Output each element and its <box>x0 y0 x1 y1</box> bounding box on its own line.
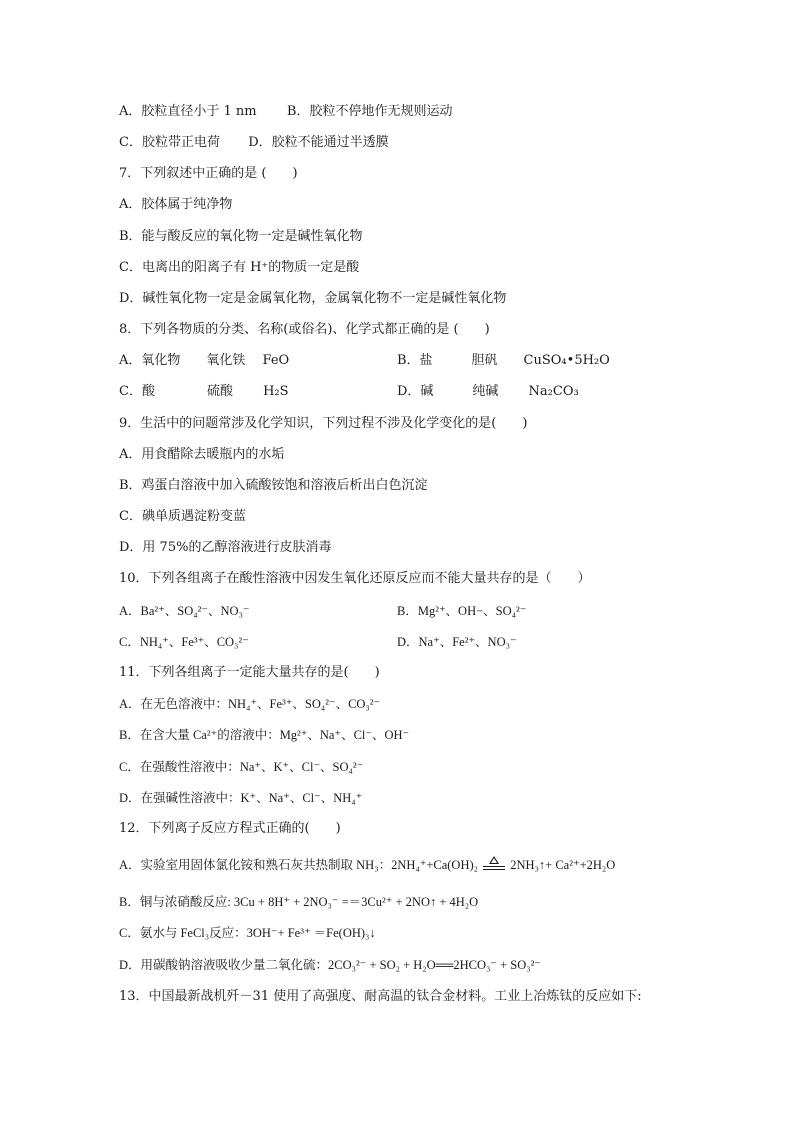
q13-stem: 13．中国最新战机歼－31 使用了高强度、耐高温的钛合金材料。工业上冶炼钛的反应如下: <box>119 989 642 1004</box>
q6-option-d: D．胶粒不能通过半透膜 <box>248 135 389 150</box>
q10-option-a: A．Ba²⁺、SO₄²⁻、NO₃⁻ <box>119 604 250 618</box>
q6-option-c: C．胶粒带正电荷 <box>119 135 220 150</box>
q7-option-a: A．胶体属于纯净物 <box>119 197 233 212</box>
q10-option-c: C．NH₄⁺、Fe³⁺、CO₃²⁻ <box>119 635 249 649</box>
q12-option-a-reactants: A．实验室用固体氯化铵和熟石灰共热制取 NH₃：2NH₄⁺+Ca(OH)₂ <box>119 858 478 872</box>
q12-option-a <box>119 857 615 873</box>
q9-option-b: B．鸡蛋白溶液中加入硫酸铵饱和溶液后析出白色沉淀 <box>119 478 428 493</box>
q8-option-c: C．酸 硫酸 H₂S <box>119 384 289 399</box>
q8-option-d: D．碱 纯碱 Na₂CO₃ <box>397 384 579 399</box>
q9-option-d: D．用 75%的乙醇溶液进行皮肤消毒 <box>119 540 332 555</box>
q6-option-b: B．胶粒不停地作无规则运动 <box>286 104 453 119</box>
q11-stem: 11．下列各组离子一定能大量共存的是( ) <box>119 665 380 680</box>
q6-options-row-1 <box>119 104 452 120</box>
q11-option-a: A．在无色溶液中：NH₄⁺、Fe³⁺、SO₄²⁻、CO₃²⁻ <box>119 697 381 711</box>
q8-option-a: A．氧化物 氧化铁 FeO <box>119 353 290 368</box>
q11-option-d: D．在强碱性溶液中：K⁺、Na⁺、Cl⁻、NH₄⁺ <box>119 791 363 805</box>
q7-option-c: C．电离出的阳离子有 H⁺的物质一定是酸 <box>119 260 360 275</box>
q12-option-d: D．用碳酸钠溶液吸收少量二氧化硫：2CO₃²⁻ + SO₂ + H₂O══2HCO₃⁻ + SO₃²⁻ <box>119 958 541 972</box>
q10-stem: 10．下列各组离子在酸性溶液中因发生氧化还原反应而不能大量共存的是（ ） <box>119 571 591 586</box>
q10-option-d: D．Na⁺、Fe²⁺、NO₃⁻ <box>397 635 517 649</box>
q10-option-b: B．Mg²⁺、OH−、SO₄²⁻ <box>397 604 527 618</box>
q8-stem: 8．下列各物质的分类、名称(或俗名)、化学式都正确的是 ( ) <box>119 322 490 337</box>
q7-stem: 7．下列叙述中正确的是 ( ) <box>119 166 298 181</box>
q12-stem: 12．下列离子反应方程式正确的( ) <box>119 821 341 836</box>
q12-option-c: C．氨水与 FeCl₃反应：3OH⁻+ Fe³⁺ ＝Fe(OH)₃↓ <box>119 926 376 940</box>
q8-option-b: B．盐 胆矾 CuSO₄•5H₂O <box>397 353 610 368</box>
q12-option-a-products: 2NH₃↑+ Ca²⁺+2H₂O <box>510 858 616 872</box>
q7-option-d: D．碱性氧化物一定是金属氧化物，金属氧化物不一定是碱性氧化物 <box>119 291 507 306</box>
q9-stem: 9．生活中的问题常涉及化学知识，下列过程不涉及化学变化的是( ) <box>119 416 528 431</box>
q11-option-b: B．在含大量 Ca²⁺的溶液中：Mg²⁺、Na⁺、Cl⁻、OH⁻ <box>119 728 410 742</box>
q6-option-a: A．胶粒直径小于 1 nm <box>119 104 257 119</box>
q7-option-b: B．能与酸反应的氧化物一定是碱性氧化物 <box>119 229 363 244</box>
q9-option-c: C．碘单质遇淀粉变蓝 <box>119 509 246 524</box>
q12-option-b: B．铜与浓硝酸反应: 3Cu + 8H⁺ + 2NO₃⁻ =＝3Cu²⁺ + 2NO↑ + 4H₂O <box>119 895 479 909</box>
q6-options-row-2 <box>119 135 389 151</box>
q9-option-a: A．用食醋除去暖瓶内的水垢 <box>119 447 285 462</box>
q11-option-c: C．在强酸性溶液中：Na⁺、K⁺、Cl⁻、SO₄²⁻ <box>119 760 364 774</box>
heating-condition-icon <box>483 857 505 871</box>
